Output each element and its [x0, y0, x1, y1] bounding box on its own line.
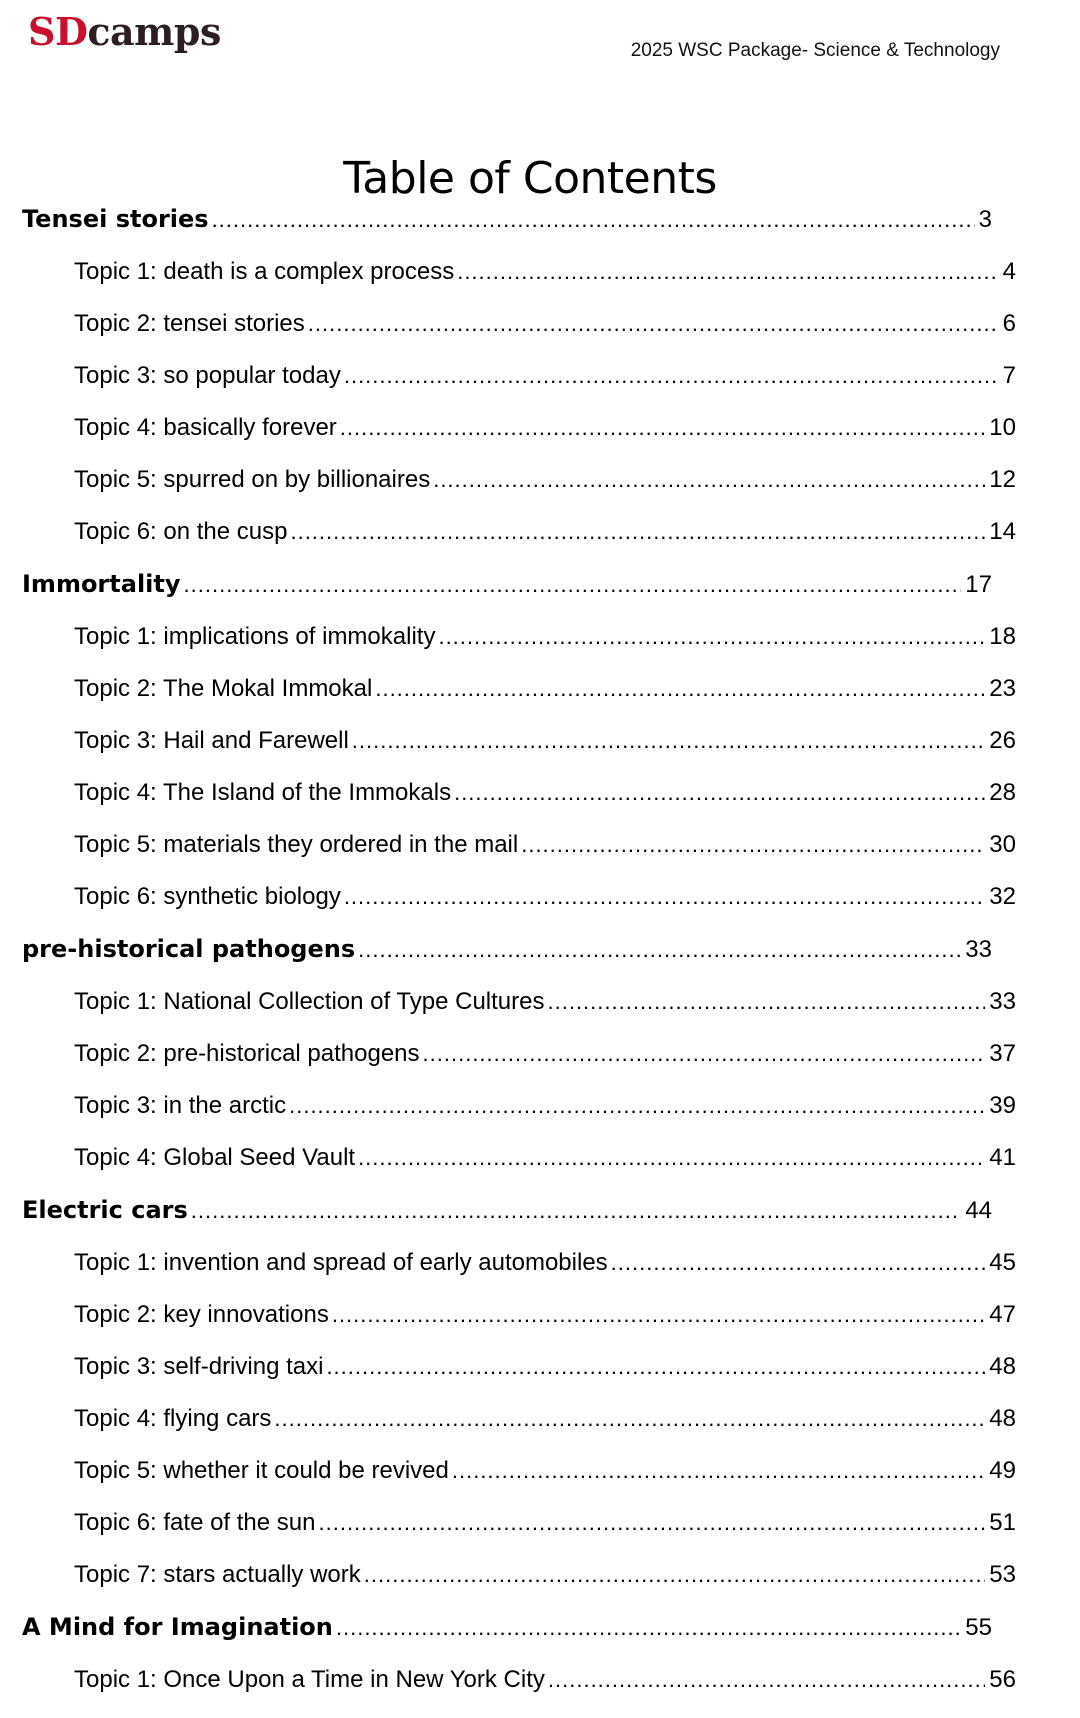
toc-topic-entry[interactable]	[22, 1666, 1016, 1718]
toc-topic-title: Topic 2: The Mokal Immokal	[74, 675, 373, 702]
toc-section-title: Tensei stories	[22, 205, 209, 233]
toc-topic-title: Topic 4: Global Seed Vault	[74, 1144, 356, 1171]
toc-page-number: 30	[989, 831, 1016, 858]
toc-topic-title: Topic 2: tensei stories	[74, 310, 305, 337]
dot-leader	[547, 989, 985, 1015]
toc-page-number: 37	[989, 1040, 1016, 1067]
dot-leader	[438, 624, 985, 650]
dot-leader	[611, 1250, 986, 1276]
toc-topic-entry[interactable]	[22, 623, 1016, 675]
toc-topic-entry[interactable]	[22, 310, 1016, 362]
dot-leader	[433, 467, 985, 493]
toc-page-number: 55	[965, 1614, 992, 1641]
toc-topic-title: Topic 4: basically forever	[74, 414, 337, 441]
dot-leader	[290, 519, 985, 545]
toc-topic-title: Topic 2: key innovations	[74, 1301, 329, 1328]
toc-section-entry[interactable]	[22, 205, 1016, 258]
toc-page-number: 53	[989, 1561, 1016, 1588]
toc-topic-entry[interactable]	[22, 466, 1016, 518]
dot-leader	[319, 1510, 986, 1536]
dot-leader	[332, 1302, 985, 1328]
toc-page-number: 12	[989, 466, 1016, 493]
dot-leader	[452, 1458, 985, 1484]
toc-page-number: 10	[989, 414, 1016, 441]
toc-section-title: pre-historical pathogens	[22, 935, 356, 963]
toc-page-number: 7	[1002, 362, 1016, 389]
dot-leader	[340, 415, 986, 441]
toc-topic-entry[interactable]	[22, 1509, 1016, 1561]
toc-page-number: 48	[989, 1405, 1016, 1432]
page-title: Table of Contents	[343, 153, 717, 205]
toc-topic-title: Topic 1: implications of immokality	[74, 623, 436, 650]
toc-topic-entry[interactable]	[22, 1353, 1016, 1405]
toc-topic-title: Topic 3: so popular today	[74, 362, 341, 389]
toc-page-number: 33	[989, 988, 1016, 1015]
toc-topic-title: Topic 5: spurred on by billionaires	[74, 466, 431, 493]
toc-topic-entry[interactable]	[22, 1249, 1016, 1301]
dot-leader	[352, 728, 986, 754]
dot-leader	[212, 207, 975, 233]
toc-page-number: 56	[989, 1666, 1016, 1693]
toc-topic-title: Topic 6: synthetic biology	[74, 883, 341, 910]
dot-leader	[308, 311, 999, 337]
toc-topic-entry[interactable]	[22, 675, 1016, 727]
toc-topic-title: Topic 3: in the arctic	[74, 1092, 287, 1119]
toc-section-title: Electric cars	[22, 1196, 188, 1224]
toc-page-number: 47	[989, 1301, 1016, 1328]
document-header-label: 2025 WSC Package- Science & Technology	[630, 40, 1000, 61]
toc-topic-title: Topic 1: invention and spread of early automobiles	[74, 1249, 608, 1276]
toc-topic-entry[interactable]	[22, 883, 1016, 935]
sdcamps-logo	[28, 10, 221, 54]
toc-topic-entry[interactable]	[22, 988, 1016, 1040]
dot-leader	[364, 1562, 986, 1588]
toc-topic-title: Topic 4: The Island of the Immokals	[74, 779, 452, 806]
toc-page-number: 48	[989, 1353, 1016, 1380]
toc-topic-entry[interactable]	[22, 518, 1016, 570]
toc-topic-entry[interactable]	[22, 779, 1016, 831]
toc-page-number: 41	[989, 1144, 1016, 1171]
toc-section-entry[interactable]	[22, 570, 1016, 623]
dot-leader	[423, 1041, 986, 1067]
dot-leader	[289, 1093, 985, 1119]
toc-topic-entry[interactable]	[22, 1144, 1016, 1196]
toc-topic-title: Topic 1: death is a complex process	[74, 258, 455, 285]
toc-page-number: 32	[989, 883, 1016, 910]
dot-leader	[336, 1615, 961, 1641]
toc-topic-entry[interactable]	[22, 1301, 1016, 1353]
toc-page-number: 51	[989, 1509, 1016, 1536]
dot-leader	[548, 1667, 985, 1693]
toc-topic-title: Topic 1: National Collection of Type Cultures	[74, 988, 545, 1015]
toc-page-number: 28	[989, 779, 1016, 806]
toc-topic-entry[interactable]	[22, 1092, 1016, 1144]
toc-page-number: 45	[989, 1249, 1016, 1276]
toc-topic-entry[interactable]	[22, 831, 1016, 883]
toc-topic-entry[interactable]	[22, 1561, 1016, 1613]
toc-topic-title: Topic 4: flying cars	[74, 1405, 272, 1432]
dot-leader	[344, 884, 985, 910]
toc-page-number: 17	[965, 571, 992, 598]
logo-wordmark: camps	[87, 9, 221, 54]
toc-page-number: 23	[989, 675, 1016, 702]
dot-leader	[191, 1198, 962, 1224]
toc-topic-title: Topic 5: whether it could be revived	[74, 1457, 449, 1484]
table-of-contents	[22, 205, 1016, 1718]
toc-page-number: 4	[1002, 258, 1016, 285]
toc-page-number: 14	[989, 518, 1016, 545]
toc-page-number: 26	[989, 727, 1016, 754]
toc-page-number: 3	[978, 206, 992, 233]
toc-topic-title: Topic 3: self-driving taxi	[74, 1353, 324, 1380]
dot-leader	[375, 676, 985, 702]
toc-page-number: 39	[989, 1092, 1016, 1119]
toc-topic-entry[interactable]	[22, 1040, 1016, 1092]
dot-leader	[184, 572, 962, 598]
dot-leader	[344, 363, 999, 389]
logo-mark: SD	[28, 9, 88, 54]
toc-topic-entry[interactable]	[22, 258, 1016, 310]
toc-topic-title: Topic 2: pre-historical pathogens	[74, 1040, 420, 1067]
dot-leader	[358, 1145, 985, 1171]
toc-section-entry[interactable]	[22, 1196, 1016, 1249]
toc-topic-title: Topic 3: Hail and Farewell	[74, 727, 349, 754]
dot-leader	[326, 1354, 985, 1380]
toc-page-number: 18	[989, 623, 1016, 650]
toc-topic-title: Topic 6: fate of the sun	[74, 1509, 316, 1536]
dot-leader	[521, 832, 985, 858]
toc-topic-entry[interactable]	[22, 727, 1016, 779]
dot-leader	[274, 1406, 985, 1432]
toc-topic-title: Topic 5: materials they ordered in the mail	[74, 831, 519, 858]
toc-topic-entry[interactable]	[22, 1405, 1016, 1457]
toc-page-number: 33	[965, 936, 992, 963]
toc-topic-entry[interactable]	[22, 1457, 1016, 1509]
dot-leader	[457, 259, 998, 285]
toc-topic-title: Topic 7: stars actually work	[74, 1561, 361, 1588]
toc-topic-entry[interactable]	[22, 362, 1016, 414]
toc-topic-title: Topic 6: on the cusp	[74, 518, 288, 545]
toc-section-entry[interactable]	[22, 1613, 1016, 1666]
toc-topic-entry[interactable]	[22, 414, 1016, 466]
toc-section-title: Immortality	[22, 570, 181, 598]
toc-page-number: 44	[965, 1197, 992, 1224]
dot-leader	[454, 780, 985, 806]
toc-topic-title: Topic 1: Once Upon a Time in New York City	[74, 1666, 545, 1693]
toc-section-title: A Mind for Imagination	[22, 1613, 333, 1641]
dot-leader	[358, 937, 961, 963]
toc-page-number: 49	[989, 1457, 1016, 1484]
toc-section-entry[interactable]	[22, 935, 1016, 988]
toc-page-number: 6	[1002, 310, 1016, 337]
